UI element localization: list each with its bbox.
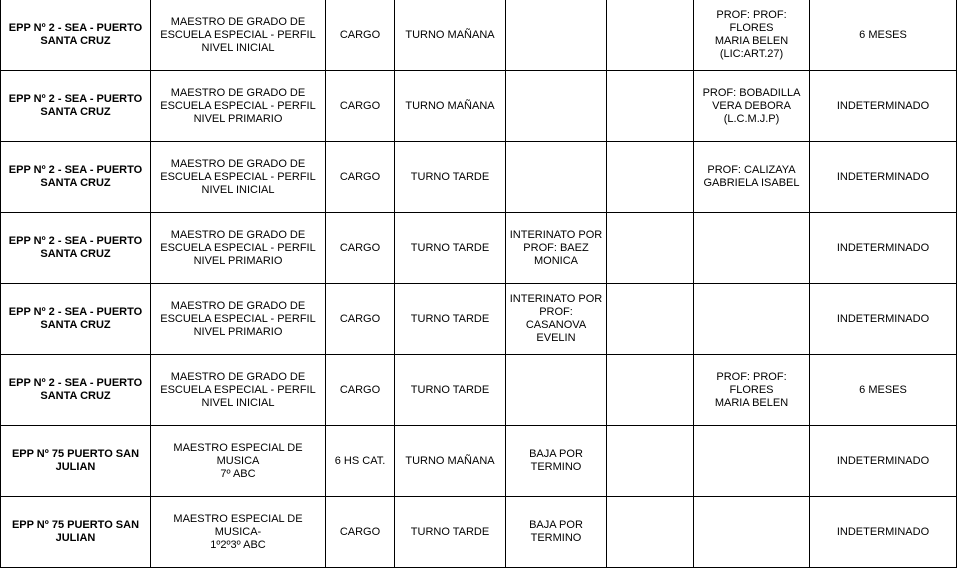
type-cell-text: CARGO	[339, 312, 381, 325]
empty-cell	[607, 213, 694, 284]
type-cell-text: CARGO	[339, 170, 381, 183]
reason-cell-text: INTERINATO POR PROF: CASANOVA EVELIN	[509, 293, 603, 344]
position-cell-text: MAESTRO DE GRADO DE ESCUELA ESPECIAL - PERFIL NIVEL INICIAL	[160, 157, 316, 196]
school-cell-text: EPP Nº 2 - SEA - PUERTO SANTA CRUZ	[8, 22, 143, 47]
school-cell	[1, 355, 151, 426]
type-cell	[326, 142, 395, 213]
type-cell-text: CARGO	[339, 525, 381, 538]
empty-cell	[607, 71, 694, 142]
duration-cell-text: INDETERMINADO	[836, 241, 930, 254]
reason-cell	[506, 0, 607, 71]
shift-cell	[395, 0, 506, 71]
school-cell	[1, 213, 151, 284]
holder-cell-text: PROF: PROF: FLORES MARIA BELEN	[714, 370, 789, 409]
type-cell-text: CARGO	[339, 28, 381, 41]
position-cell-text: MAESTRO ESPECIAL DE MUSICA- 1º2º3º ABC	[173, 512, 303, 551]
duration-cell-text: INDETERMINADO	[836, 525, 930, 538]
type-cell	[326, 0, 395, 71]
type-cell-text: CARGO	[339, 99, 381, 112]
empty-cell	[607, 0, 694, 71]
table-row	[1, 213, 957, 284]
school-cell	[1, 0, 151, 71]
type-cell	[326, 284, 395, 355]
school-cell	[1, 142, 151, 213]
holder-cell	[694, 426, 810, 497]
reason-cell	[506, 284, 607, 355]
table-row	[1, 142, 957, 213]
duration-cell-text: INDETERMINADO	[836, 454, 930, 467]
school-cell	[1, 284, 151, 355]
duration-cell	[810, 355, 957, 426]
shift-cell	[395, 426, 506, 497]
table-row	[1, 426, 957, 497]
holder-cell	[694, 71, 810, 142]
shift-cell	[395, 355, 506, 426]
school-cell-text: EPP Nº 2 - SEA - PUERTO SANTA CRUZ	[8, 93, 143, 118]
shift-cell-text: TURNO TARDE	[410, 525, 490, 538]
duration-cell-text: 6 MESES	[859, 383, 907, 396]
position-cell-text: MAESTRO DE GRADO DE ESCUELA ESPECIAL - PERFIL NIVEL PRIMARIO	[160, 228, 316, 267]
school-cell-text: EPP Nº 2 - SEA - PUERTO SANTA CRUZ	[8, 306, 143, 331]
duration-cell	[810, 213, 957, 284]
school-cell-text: EPP Nº 2 - SEA - PUERTO SANTA CRUZ	[8, 377, 143, 402]
table-row	[1, 355, 957, 426]
type-cell	[326, 71, 395, 142]
table-row	[1, 497, 957, 568]
position-cell	[151, 355, 326, 426]
shift-cell-text: TURNO TARDE	[410, 170, 490, 183]
shift-cell-text: TURNO TARDE	[410, 312, 490, 325]
position-cell	[151, 497, 326, 568]
shift-cell-text: TURNO TARDE	[410, 383, 490, 396]
shift-cell-text: TURNO TARDE	[410, 241, 490, 254]
shift-cell	[395, 142, 506, 213]
position-cell	[151, 426, 326, 497]
school-cell	[1, 71, 151, 142]
empty-cell	[607, 355, 694, 426]
position-cell-text: MAESTRO DE GRADO DE ESCUELA ESPECIAL - PERFIL NIVEL PRIMARIO	[160, 86, 316, 125]
school-cell-text: EPP Nº 75 PUERTO SAN JULIAN	[11, 519, 140, 544]
type-cell-text: 6 HS CAT.	[334, 454, 386, 467]
reason-cell	[506, 355, 607, 426]
holder-cell-text: PROF: PROF: FLORES MARIA BELEN (LIC:ART.27)	[714, 9, 789, 60]
type-cell	[326, 213, 395, 284]
shift-cell-text: TURNO MAÑANA	[405, 28, 495, 41]
shift-cell	[395, 213, 506, 284]
shift-cell-text: TURNO MAÑANA	[405, 454, 495, 467]
duration-cell-text: 6 MESES	[859, 28, 907, 41]
position-cell	[151, 142, 326, 213]
school-cell-text: EPP Nº 75 PUERTO SAN JULIAN	[11, 448, 140, 473]
shift-cell	[395, 71, 506, 142]
duration-cell	[810, 0, 957, 71]
duration-cell	[810, 497, 957, 568]
position-cell	[151, 284, 326, 355]
position-cell-text: MAESTRO DE GRADO DE ESCUELA ESPECIAL - PERFIL NIVEL INICIAL	[160, 15, 316, 54]
table-row	[1, 0, 957, 71]
school-cell-text: EPP Nº 2 - SEA - PUERTO SANTA CRUZ	[8, 164, 143, 189]
holder-cell	[694, 497, 810, 568]
shift-cell	[395, 497, 506, 568]
position-cell-text: MAESTRO ESPECIAL DE MUSICA 7º ABC	[173, 441, 303, 480]
empty-cell	[607, 426, 694, 497]
holder-cell	[694, 355, 810, 426]
position-cell	[151, 71, 326, 142]
duration-cell-text: INDETERMINADO	[836, 170, 930, 183]
type-cell	[326, 426, 395, 497]
reason-cell-text: BAJA POR TERMINO	[529, 448, 583, 473]
position-cell-text: MAESTRO DE GRADO DE ESCUELA ESPECIAL - PERFIL NIVEL PRIMARIO	[160, 299, 316, 338]
table-body	[1, 0, 957, 568]
table-row	[1, 284, 957, 355]
reason-cell-text: INTERINATO POR PROF: BAEZ MONICA	[509, 228, 603, 267]
reason-cell-text: BAJA POR TERMINO	[529, 519, 583, 544]
position-cell	[151, 213, 326, 284]
holder-cell	[694, 0, 810, 71]
school-cell	[1, 497, 151, 568]
position-cell-text: MAESTRO DE GRADO DE ESCUELA ESPECIAL - PERFIL NIVEL INICIAL	[160, 370, 316, 409]
type-cell	[326, 497, 395, 568]
holder-cell	[694, 284, 810, 355]
type-cell	[326, 355, 395, 426]
duration-cell	[810, 142, 957, 213]
reason-cell	[506, 497, 607, 568]
empty-cell	[607, 142, 694, 213]
school-cell-text: EPP Nº 2 - SEA - PUERTO SANTA CRUZ	[8, 235, 143, 260]
position-cell	[151, 0, 326, 71]
reason-cell	[506, 213, 607, 284]
duration-cell	[810, 426, 957, 497]
type-cell-text: CARGO	[339, 383, 381, 396]
duration-cell-text: INDETERMINADO	[836, 312, 930, 325]
holder-cell	[694, 213, 810, 284]
reason-cell	[506, 71, 607, 142]
school-cell	[1, 426, 151, 497]
empty-cell	[607, 497, 694, 568]
holder-cell	[694, 142, 810, 213]
reason-cell	[506, 426, 607, 497]
duration-cell	[810, 71, 957, 142]
type-cell-text: CARGO	[339, 241, 381, 254]
empty-cell	[607, 284, 694, 355]
holder-cell-text: PROF: BOBADILLA VERA DEBORA (L.C.M.J.P)	[702, 86, 801, 125]
duration-cell-text: INDETERMINADO	[836, 99, 930, 112]
shift-cell-text: TURNO MAÑANA	[405, 99, 495, 112]
duration-cell	[810, 284, 957, 355]
table-row	[1, 71, 957, 142]
reason-cell	[506, 142, 607, 213]
shift-cell	[395, 284, 506, 355]
holder-cell-text: PROF: CALIZAYA GABRIELA ISABEL	[703, 164, 800, 189]
